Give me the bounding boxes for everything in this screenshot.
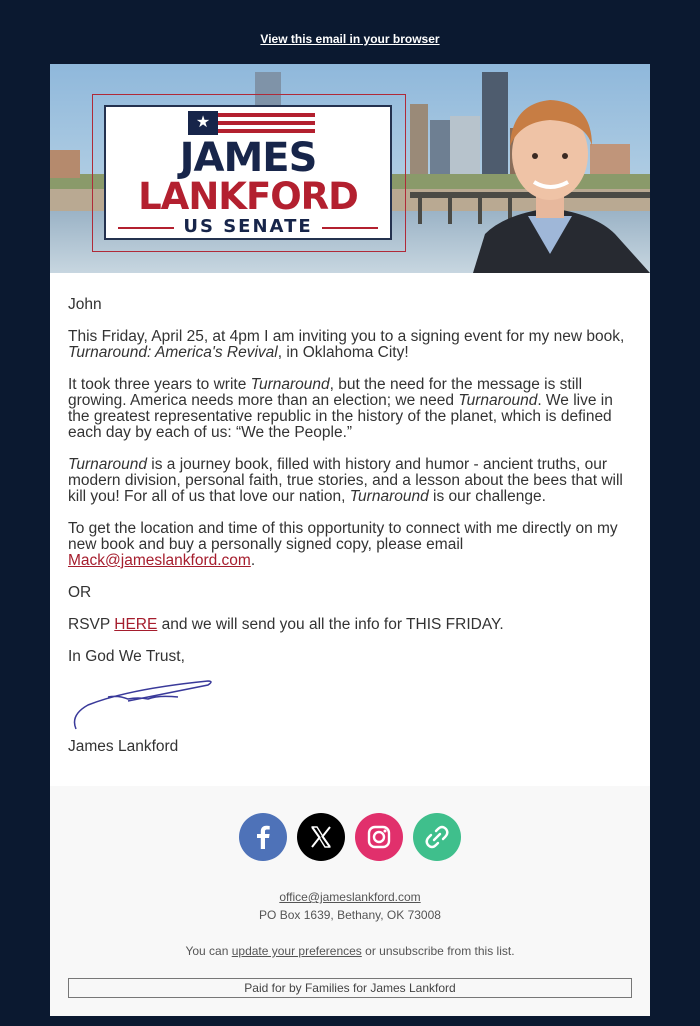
facebook-link[interactable] <box>239 813 287 861</box>
paragraph-book-description: Turnaround is a journey book, filled with history and humor - ancient truths, our modern division, personal faith, true stories, and a lesson about the bees that will kill you! For all of us that love our nation, Turnaround is our challenge. <box>68 456 623 505</box>
signer-name: James Lankford <box>68 738 179 755</box>
instagram-icon <box>355 813 403 861</box>
salutation: John <box>68 296 102 313</box>
paid-for-disclaimer: Paid for by Families for James Lankford <box>68 978 632 998</box>
instagram-link[interactable] <box>355 813 403 861</box>
facebook-icon <box>239 813 287 861</box>
email-body <box>50 273 650 755</box>
view-in-browser-link[interactable]: View this email in your browser <box>260 32 440 46</box>
footer <box>50 786 650 1016</box>
footer-email-link[interactable]: office@jameslankford.com <box>279 890 421 904</box>
email-card <box>50 64 650 1016</box>
paragraph-contact: To get the location and time of this opportunity to connect with me directly on my new book and buy a personally signed copy, please email Mack@jameslankford.com. <box>68 520 618 569</box>
x-icon <box>297 813 345 861</box>
closing: In God We Trust, <box>68 648 185 665</box>
update-preferences-link[interactable]: update your preferences <box>231 944 362 958</box>
logo-office: US SENATE <box>183 216 313 237</box>
paragraph-rsvp: RSVP HERE and we will send you all the info for THIS FRIDAY. <box>68 616 504 633</box>
social-links <box>50 813 650 863</box>
contact-email-link[interactable]: Mack@jameslankford.com <box>68 552 251 569</box>
paragraph-book-purpose: It took three years to write Turnaround, but the need for the message is still growing. America needs more than an election; we need Turnaround. We live in the greatest representative republic in the history of the planet, which is defined each day by each of us: “We the People.” <box>68 376 613 441</box>
logo-first-name: JAMES <box>179 135 317 181</box>
footer-address: PO Box 1639, Bethany, OK 73008 <box>259 908 441 922</box>
rsvp-link[interactable]: HERE <box>114 616 158 633</box>
website-link[interactable] <box>413 813 461 861</box>
logo-last-name: LANKFORD <box>138 175 358 218</box>
signature-image <box>68 675 632 731</box>
flag-stripes-icon <box>218 113 315 135</box>
or-text: OR <box>68 584 92 601</box>
top-bar <box>0 0 700 64</box>
x-link[interactable] <box>297 813 345 861</box>
campaign-logo <box>104 105 392 240</box>
paragraph-event: This Friday, April 25, at 4pm I am inviting you to a signing event for my new book, Turnaround: America's Revival, in Oklahoma City! <box>68 328 625 361</box>
header-banner <box>50 64 650 273</box>
link-icon <box>413 813 461 861</box>
footer-preferences: You can update your preferences or unsubscribe from this list. <box>185 944 515 958</box>
oklahoma-star-icon: ★ <box>188 111 218 135</box>
